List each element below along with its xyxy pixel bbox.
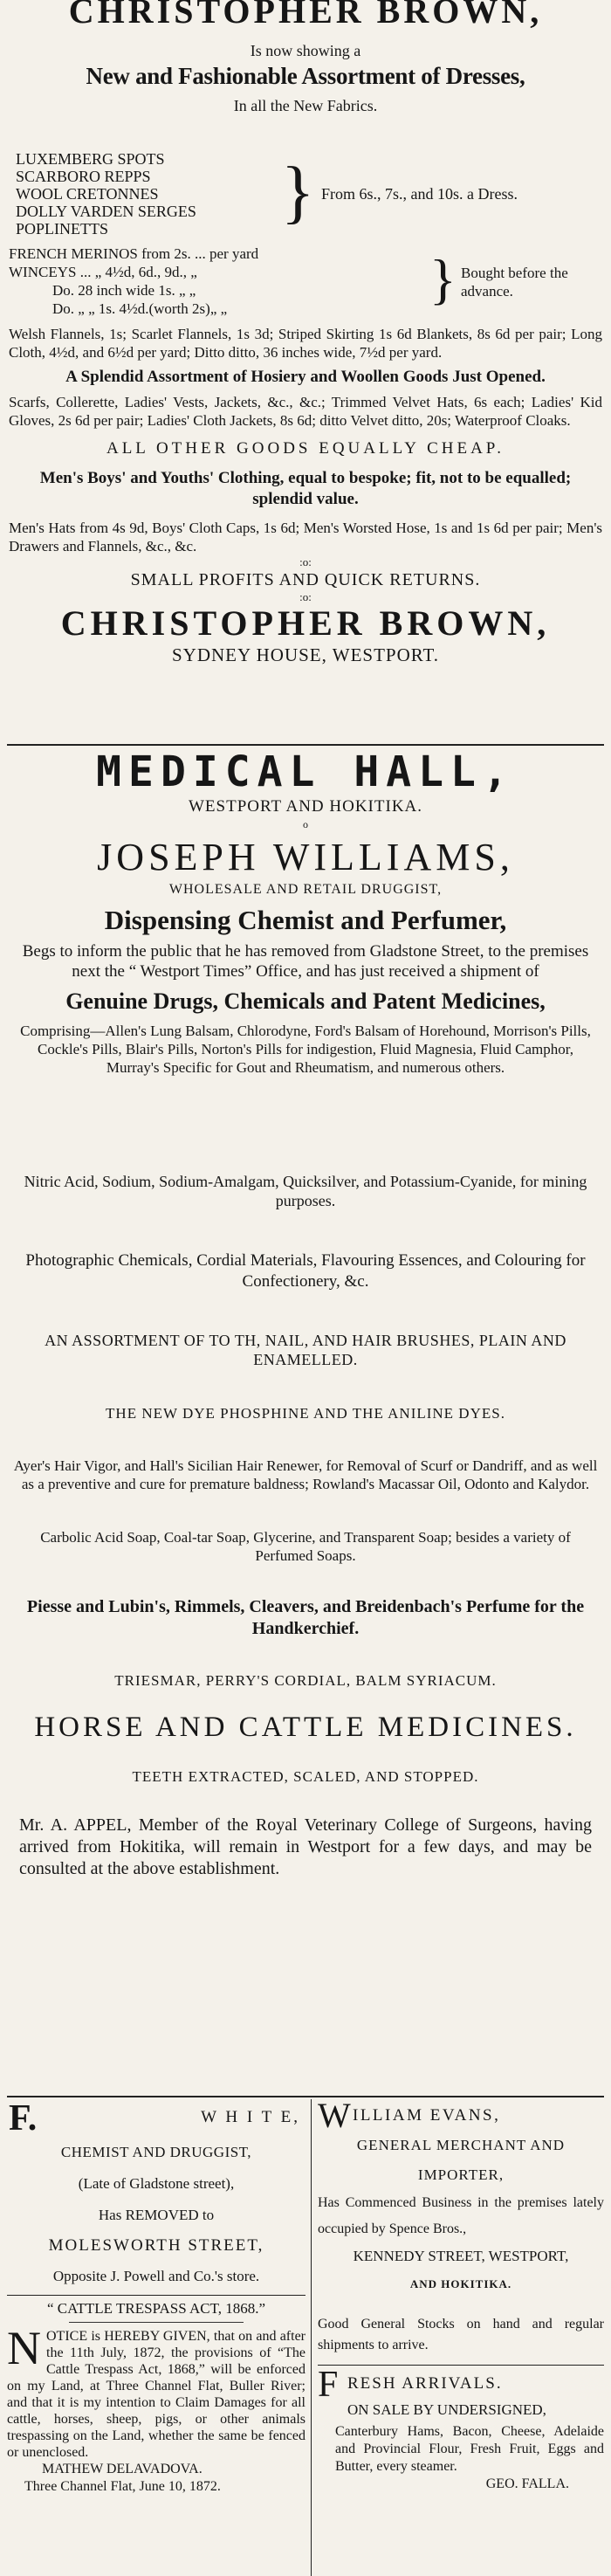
fabric-item: LUXEMBERG SPOTS xyxy=(16,150,165,168)
white-late: (Late of Gladstone street), xyxy=(78,2175,235,2192)
evans-street: KENNEDY STREET, WESTPORT, xyxy=(353,2248,569,2264)
merinos-list xyxy=(9,245,419,318)
appel-text: Mr. A. APPEL, Member of the Royal Veterinary College of Surgeons, having arrived from Hokitika, will remain in Westport for a few days, and may be consulted at the above establishment. xyxy=(19,1815,592,1878)
proprietor-name: JOSEPH WILLIAMS, xyxy=(97,836,514,878)
trespass-notice xyxy=(7,2322,306,2461)
section-rule xyxy=(7,744,604,746)
brown-divider: :o: xyxy=(299,555,312,568)
white-removed: Has REMOVED to xyxy=(98,2207,215,2223)
all-other-goods: ALL OTHER GOODS EQUALLY CHEAP. xyxy=(106,439,505,458)
medical-products xyxy=(0,1172,611,1880)
triesmar-text: TRIESMAR, PERRY'S CORDIAL, BALM SYRIACUM. xyxy=(114,1672,497,1689)
hosiery-text: A Splendid Assortment of Hosiery and Woollen Goods Just Opened. xyxy=(65,368,546,386)
column-divider xyxy=(311,2099,312,2576)
fabric-item: SCARBORO REPPS xyxy=(16,168,151,185)
genuine-headline: Genuine Drugs, Chemicals and Patent Medicines, xyxy=(65,988,546,1014)
column-rule xyxy=(7,2295,306,2296)
medical-title: MEDICAL HALL, xyxy=(96,747,515,796)
profession-headline: Dispensing Chemist and Perfumer, xyxy=(104,905,507,935)
evans-stocks: Good General Stocks on hand and regular shipments to arrive. xyxy=(318,2317,604,2352)
teeth-text: TEETH EXTRACTED, SCALED, AND STOPPED. xyxy=(132,1768,479,1785)
brown-name-repeat: CHRISTOPHER BROWN, xyxy=(60,603,551,643)
evans-and: AND HOKITIKA. xyxy=(409,2277,512,2290)
merinos-item: Do. „ „ 1s. 4½d.(worth 2s)„ „ xyxy=(52,300,228,317)
medical-divider: o xyxy=(303,818,308,830)
brown-name: CHRISTOPHER BROWN, xyxy=(68,0,543,31)
trespass-title: “ CATTLE TRESPASS ACT, 1868.” xyxy=(47,2300,265,2317)
left-column xyxy=(7,2098,306,2576)
merinos-note: Bought before the advance. xyxy=(461,265,568,300)
fresh-signature: GEO. FALLA. xyxy=(485,2476,569,2491)
flannels-text: Welsh Flannels, 1s; Scarlet Flannels, 1s 3d; Striped Skirting 1s 6d Blankets, 8s 6d per pair; Long Cloth, 4½d, and 6½d per yard; Ditto ditto, 36 inches wide, 7½d per yard. xyxy=(9,326,602,361)
brown-address: SYDNEY HOUSE, WESTPORT. xyxy=(171,644,440,665)
dye-text: THE NEW DYE PHOSPHINE AND THE ANILINE DYES. xyxy=(106,1405,505,1422)
column-rule xyxy=(69,2322,244,2323)
nitric-text: Nitric Acid, Sodium, Sodium-Amalgam, Quicksilver, and Potassium-Cyanide, for mining purposes. xyxy=(24,1173,587,1209)
evans-header xyxy=(318,2096,604,2135)
brown-headline: New and Fashionable Assortment of Dresses, xyxy=(86,63,525,89)
white-opposite: Opposite J. Powell and Co.'s store. xyxy=(52,2268,260,2284)
soap-text: Carbolic Acid Soap, Coal-tar Soap, Glycerine, and Transparent Soap; besides a variety of Perfumed Soaps. xyxy=(40,1529,571,1564)
merinos-item: WINCEYS ... „ 4½d, 6d., 9d., „ xyxy=(9,264,197,280)
brace-glyph: } xyxy=(429,248,457,310)
medical-hall-advertisement xyxy=(0,749,611,1077)
brushes-text: AN ASSORTMENT OF TO TH, NAIL, AND HAIR BRUSHES, PLAIN AND ENAMELLED. xyxy=(45,1332,566,1368)
proprietor-trade: WHOLESALE AND RETAIL DRUGGIST, xyxy=(168,882,443,897)
white-header xyxy=(7,2098,306,2139)
fresh-title: RESH ARRIVALS. xyxy=(347,2374,503,2393)
small-profits: SMALL PROFITS AND QUICK RETURNS. xyxy=(130,570,481,589)
brown-fabrics-intro: In all the New Fabrics. xyxy=(233,97,378,114)
white-role: CHEMIST AND DRUGGIST, xyxy=(60,2144,252,2160)
fresh-body: Canterbury Hams, Bacon, Cheese, Adelaide and Provincial Flour, Fresh Fruit, Eggs and Butter, every steamer. xyxy=(335,2424,604,2474)
merinos-block xyxy=(0,245,611,323)
fabric-price: From 6s., 7s., and 10s. a Dress. xyxy=(321,185,518,203)
merinos-item: Do. 28 inch wide 1s. „ „ xyxy=(52,282,196,299)
hats-text: Men's Hats from 4s 9d, Boys' Cloth Caps, 1s 6d; Men's Worsted Hose, 1s and 1s 6d per pair; Men's Drawers and Flannels, &c., &c. xyxy=(9,520,602,554)
photo-text: Photographic Chemicals, Cordial Materials, Flavouring Essences, and Colouring for Confectionery, &c. xyxy=(25,1251,586,1291)
evans-initial: W xyxy=(318,2096,351,2135)
trespass-signature: MATHEW DELAVADOVA. xyxy=(42,2462,203,2476)
ayer-text: Ayer's Hair Vigor, and Hall's Sicilian Hair Renewer, for Removal of Scurf or Dandriff, and as well as a preventive and cure for premature baldness; Rowland's Macassar Oil, Odonto and Kalydor. xyxy=(13,1457,598,1492)
column-rule xyxy=(318,2365,604,2366)
brown-body xyxy=(0,325,611,667)
medical-location: WESTPORT AND HOKITIKA. xyxy=(188,797,423,816)
white-initial: F. xyxy=(9,2098,38,2139)
fresh-header xyxy=(318,2365,604,2405)
brace-glyph: } xyxy=(281,154,315,231)
fabric-list xyxy=(16,150,196,238)
merinos-item: FRENCH MERINOS from 2s. ... per yard xyxy=(9,245,259,262)
white-name: W H I T E, xyxy=(201,2108,300,2126)
removal-text: Begs to inform the public that he has removed from Gladstone Street, to the premises next the “ Westport Times” Office, and has just received a shipment of xyxy=(22,942,589,981)
fabric-item: WOOL CRETONNES xyxy=(16,185,159,203)
trespass-dateline: Three Channel Flat, June 10, 1872. xyxy=(24,2479,221,2494)
scarfs-text: Scarfs, Collerette, Ladies' Vests, Jackets, &c., &c.; Trimmed Velvet Hats, 6s each; Ladies' Kid Gloves, 2s 6d per pair; Ladies' Cloth Jackets, 8s 6d; ditto Velvet ditto, 20s; Waterproof Cloaks. xyxy=(9,394,602,429)
trespass-initial: N xyxy=(7,2322,41,2374)
clothing-text: Men's Boys' and Youths' Clothing, equal to bespoke; fit, not to be equalled; splendid value. xyxy=(39,469,572,508)
evans-role: GENERAL MERCHANT AND xyxy=(356,2137,566,2153)
brown-divider: :o: xyxy=(299,590,312,603)
horse-cattle-headline: HORSE AND CATTLE MEDICINES. xyxy=(34,1712,577,1743)
comprising-text: Comprising—Allen's Lung Balsam, Chlorodyne, Ford's Balsam of Horehound, Morrison's Pills, Cockle's Pills, Blair's Pills, Norton's Pills for indigestion, Fluid Magnesia, Fluid Camphor, Murray's Specific for Gout and Rheumatism, and numerous others. xyxy=(20,1023,591,1076)
brown-advertisement xyxy=(0,0,611,115)
fabric-item: DOLLY VARDEN SERGES xyxy=(16,203,196,220)
piesse-text: Piesse and Lubin's, Rimmels, Cleavers, and Breidenbach's Perfume for the Handkerchief. xyxy=(26,1597,585,1638)
fresh-sale: ON SALE BY UNDERSIGNED, xyxy=(347,2401,546,2418)
white-street: MOLESWORTH STREET, xyxy=(48,2236,264,2255)
section-rule xyxy=(7,2096,604,2097)
evans-name: ILLIAM EVANS, xyxy=(353,2106,501,2125)
fabric-item: POPLINETTS xyxy=(16,220,109,238)
brown-showing: Is now showing a xyxy=(250,42,361,59)
trespass-body: OTICE is HEREBY GIVEN, that on and after the 11th July, 1872, the provisions of “The Cattle Trespass Act, 1868,” will be enforced on my Land, at Three Channel Flat, Buller River; and that it is my intention to Claim Damages for all cattle, horses, sheep, pigs, or other animals trespassing on the Land, whether the same be fenced or unenclosed. xyxy=(7,2329,306,2460)
evans-body: Has Commenced Business in the premises lately occupied by Spence Bros., xyxy=(318,2195,604,2236)
evans-role2: IMPORTER, xyxy=(417,2166,505,2183)
fresh-initial: F xyxy=(318,2365,339,2405)
right-column xyxy=(318,2096,604,2576)
